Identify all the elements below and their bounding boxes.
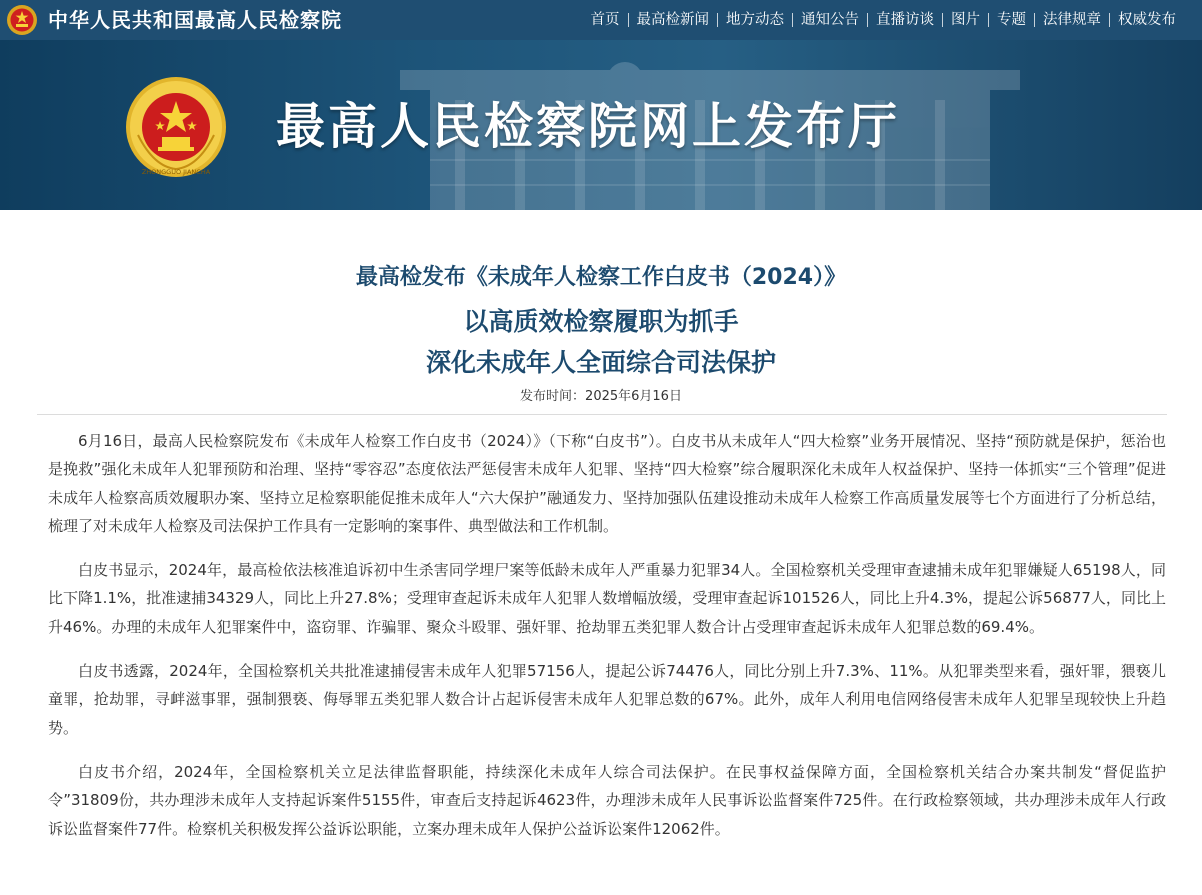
publish-date-value: 2025年6月16日 xyxy=(585,389,682,404)
emblem-text: ZHONGGUO JIANCHA xyxy=(141,168,211,176)
main-nav xyxy=(583,0,1185,40)
nav-live[interactable]: 直播访谈 xyxy=(876,12,934,28)
nav-releases[interactable]: 权威发布 xyxy=(1118,12,1176,28)
nav-topics[interactable]: 专题 xyxy=(997,12,1026,28)
article-paragraph: 白皮书显示，2024年，最高检依法核准追诉初中生杀害同学埋尸案等低龄未成年人严重暴力犯罪34人。全国检察机关受理审查逮捕未成年犯罪嫌疑人65198人，同比下降1.1%，批准逮捕34329人，同比上升27.8%；受理审查起诉未成年人犯罪人数增幅放缓，受理审查起诉101526人，同比上升4.3%，提起公诉56877人，同比上升46%。办理的未成年人犯罪案件中，盗窃罪、诈骗罪、聚众斗殴罪、强奸罪、抢劫罪五类犯罪人数合计占受理审查起诉未成年人犯罪总数的69.4%。 xyxy=(48,561,1166,636)
procuratorate-emblem-icon[interactable] xyxy=(6,4,38,36)
article-paragraph: 白皮书透露，2024年，全国检察机关共批准逮捕侵害未成年人犯罪57156人，提起公诉74476人，同比分别上升7.3%、11%。从犯罪类型来看，强奸罪，猥亵儿童罪，抢劫罪，寻衅滋事罪，强制猥亵、侮辱罪五类犯罪人数合计占起诉侵害未成年人犯罪总数的67%。此外，成年人利用电信网络侵害未成年人犯罪呈现较快上升趋势。 xyxy=(48,662,1166,737)
article-body xyxy=(48,427,1166,859)
nav-news[interactable]: 最高检新闻 xyxy=(636,12,709,28)
header-divider xyxy=(37,414,1167,415)
article-paragraph: 白皮书介绍，2024年，全国检察机关立足法律监督职能，持续深化未成年人综合司法保护。在民事权益保障方面，全国检察机关结合办案共制发“督促监护令”31809份，共办理涉未成年人支持起诉案件5155件，审查后支持起诉4623件，办理涉未成年人民事诉讼监督案件725件。在行政检察领域，共办理涉未成年人行政诉讼监督案件77件。检察机关积极发挥公益诉讼职能，立案办理未成年人保护公益诉讼案件12062件。 xyxy=(48,762,1166,838)
nav-local[interactable]: 地方动态 xyxy=(726,12,784,28)
publish-label: 发布时间： xyxy=(520,389,586,404)
nav-pictures[interactable]: 图片 xyxy=(951,12,980,28)
banner-title: 最高人民检察院网上发布厅 xyxy=(276,97,901,155)
site-title[interactable]: 中华人民共和国最高人民检察院 xyxy=(48,8,342,32)
article-paragraph: 6月16日，最高人民检察院发布《未成年人检察工作白皮书（2024）》（下称“白皮书”）。白皮书从未成年人“四大检察”业务开展情况、坚持“预防就是保护，惩治也是挽救”强化未成年人犯罪预防和治理、坚持“零容忍”态度依法严惩侵害未成年人犯罪、坚持“四大检察”综合履职深化未成年人权益保护、坚持一体抓实“三个管理”促进未成年人检察高质效履职办案、坚持立足检察职能促推未成年人“六大保护”融通发力、坚持加强队伍建设推动未成年人检察工作高质量发展等七个方面进行了分析总结，梳理了对未成年人检察及司法保护工作具有一定影响的案事件、典型做法和工作机制。 xyxy=(48,432,1166,535)
article-headline-2: 以高质效检察履职为抓手 xyxy=(463,307,739,336)
nav-notices[interactable]: 通知公告 xyxy=(801,12,859,28)
nav-home[interactable]: 首页 xyxy=(590,12,620,28)
article-headline-3: 深化未成年人全面综合司法保护 xyxy=(425,348,776,377)
publish-date xyxy=(0,385,1202,404)
top-bar xyxy=(0,0,1202,40)
nav-laws[interactable]: 法律规章 xyxy=(1043,12,1101,28)
article-headline-1: 最高检发布《未成年人检察工作白皮书（2024）》 xyxy=(355,265,847,290)
procuratorate-emblem-icon xyxy=(124,75,228,179)
banner xyxy=(0,40,1202,210)
